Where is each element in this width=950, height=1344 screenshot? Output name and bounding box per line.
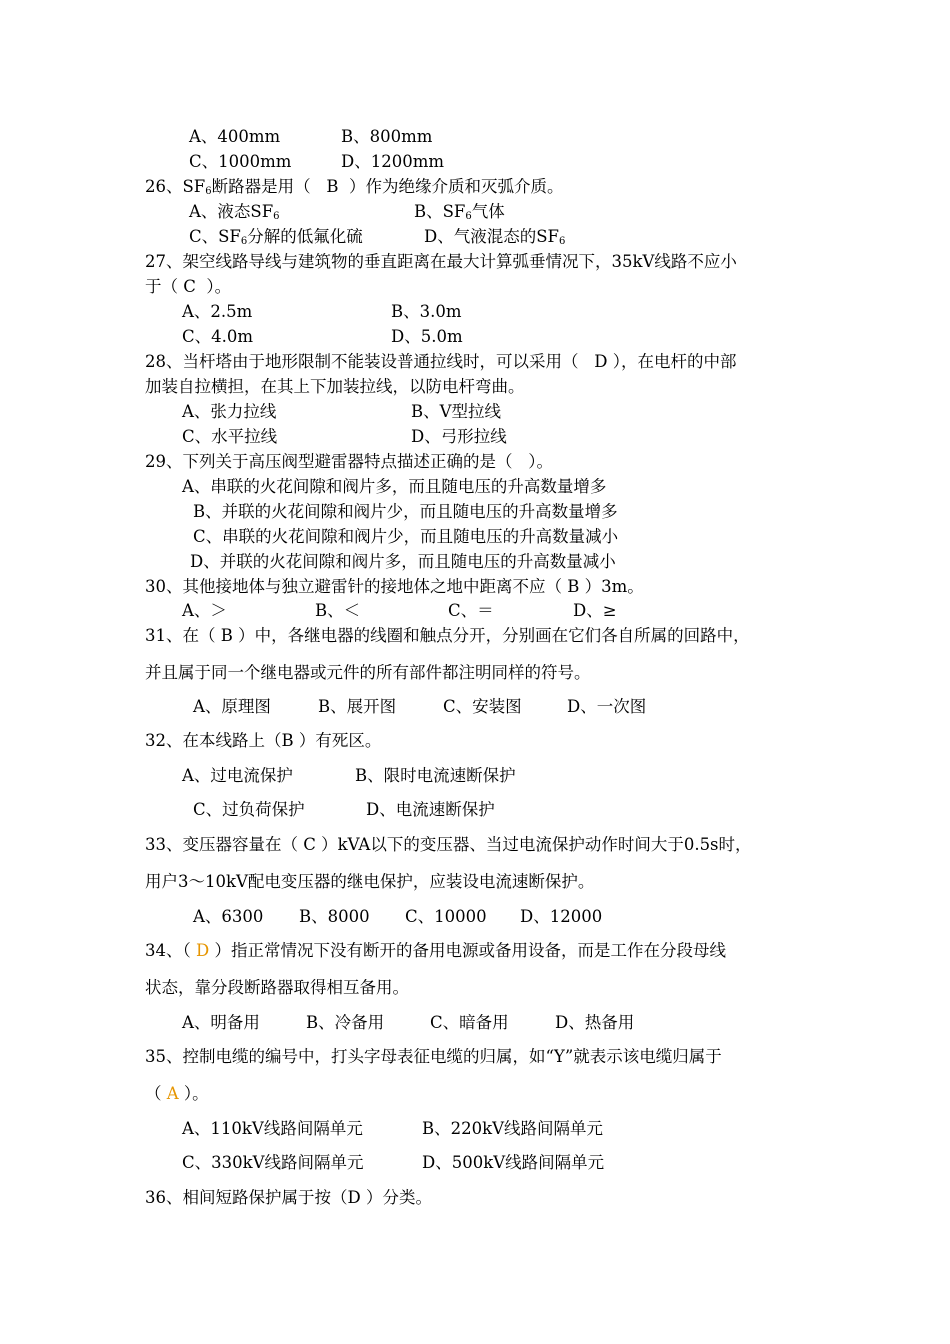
q31-option-c: C、安装图 (443, 697, 522, 716)
q30-option-d: D、≥ (573, 601, 617, 620)
q35-stem-line1: 35、控制电缆的编号中，打头字母表征电缆的归属，如“Y”就表示该电缆归属于 (145, 1047, 722, 1066)
q28-option-d: D、弓形拉线 (411, 427, 507, 446)
q32-option-b: B、限时电流速断保护 (355, 766, 516, 785)
q25-option-a: A、400mm (189, 127, 281, 146)
q32-option-c: C、过负荷保护 (193, 800, 305, 819)
q31-option-b: B、展开图 (318, 697, 397, 716)
q34-option-b: B、冷备用 (306, 1013, 385, 1032)
q26-option-c: C、$SF_6$分解的低氟化硫 (189, 227, 363, 247)
q25-option-d: D、1200mm (341, 152, 445, 171)
q26-option-d: D、气液混态的$SF_6$ (424, 227, 566, 247)
q35-option-d: D、500kV线路间隔单元 (422, 1153, 605, 1172)
q29-option-a: A、串联的火花间隙和阀片多，而且随电压的升高数量增多 (182, 477, 607, 496)
q33-stem-line1: 33、变压器容量在（ C ）kVA以下的变压器、当过电流保护动作时间大于0.5s时， (145, 835, 752, 854)
q27-stem-line2: 于（ C ）。 (145, 277, 232, 296)
q28-option-b: B、V型拉线 (411, 402, 502, 421)
q29-option-c: C、串联的火花间隙和阀片少，而且随电压的升高数量减小 (193, 527, 619, 546)
q33-option-b: B、8000 (299, 907, 370, 926)
q35-option-a: A、110kV线路间隔单元 (182, 1119, 363, 1138)
q34-option-c: C、暗备用 (430, 1013, 509, 1032)
q29-stem: 29、下列关于高压阀型避雷器特点描述正确的是（ ）。 (145, 452, 553, 471)
q27-option-a: A、2.5m (182, 302, 253, 321)
q30-option-b: B、＜ (315, 601, 361, 620)
q32-option-a: A、过电流保护 (182, 766, 293, 785)
q31-option-a: A、原理图 (193, 697, 271, 716)
q27-option-c: C、4.0m (182, 327, 254, 346)
q36-stem: 36、相间短路保护属于按（D ）分类。 (145, 1188, 432, 1207)
q32-option-d: D、电流速断保护 (366, 800, 495, 819)
q30-option-c: C、＝ (448, 601, 494, 620)
q28-stem-line2: 加装自拉横担，在其上下加装拉线，以防电杆弯曲。 (145, 377, 525, 396)
q28-stem-line1: 28、当杆塔由于地形限制不能装设普通拉线时，可以采用（ D ），在电杆的中部 (145, 352, 737, 371)
q31-stem-line1: 31、在（ B ）中，各继电器的线圈和触点分开，分别画在它们各自所属的回路中， (145, 626, 750, 645)
q35-option-b: B、220kV线路间隔单元 (422, 1119, 604, 1138)
q29-option-d: D、并联的火花间隙和阀片多，而且随电压的升高数量减小 (190, 552, 616, 571)
q31-option-d: D、一次图 (567, 697, 647, 716)
q33-option-a: A、6300 (193, 907, 264, 926)
q31-stem-line2: 并且属于同一个继电器或元件的所有部件都注明同样的符号。 (145, 663, 591, 682)
q34-answer: D (196, 941, 210, 960)
q32-stem: 32、在本线路上（B ）有死区。 (145, 731, 382, 750)
q34-option-a: A、明备用 (182, 1013, 260, 1032)
q30-stem: 30、其他接地体与独立避雷针的接地体之地中距离不应（ B ）3m。 (145, 577, 644, 596)
q34-stem-line1: 34、（ D ）指正常情况下没有断开的备用电源或备用设备，而是工作在分段母线 (145, 941, 726, 960)
q35-stem-line2: （ A ）。 (145, 1084, 209, 1103)
q26-stem: 26、$SF_6$断路器是用（ B ）作为绝缘介质和灭弧介质。 (145, 177, 564, 197)
q25-option-b: B、800mm (341, 127, 433, 146)
q35-answer: A (166, 1084, 179, 1103)
q28-option-a: A、张力拉线 (182, 402, 277, 421)
q27-stem-line1: 27、架空线路导线与建筑物的垂直距离在最大计算弧垂情况下，35kV线路不应小 (145, 252, 737, 271)
q33-stem-line2: 用户3～10kV配电变压器的继电保护，应装设电流速断保护。 (145, 872, 595, 891)
q33-option-d: D、12000 (520, 907, 603, 926)
q27-option-d: D、5.0m (391, 327, 463, 346)
q28-option-c: C、水平拉线 (182, 427, 278, 446)
q30-option-a: A、＞ (182, 601, 227, 620)
q34-stem-line2: 状态，靠分段断路器取得相互备用。 (145, 978, 409, 997)
q27-option-b: B、3.0m (391, 302, 462, 321)
q35-option-c: C、330kV线路间隔单元 (182, 1153, 364, 1172)
q25-option-c: C、1000mm (189, 152, 292, 171)
q34-option-d: D、热备用 (555, 1013, 635, 1032)
q26-option-b: B、$SF_6$气体 (414, 202, 505, 222)
q33-option-c: C、10000 (405, 907, 487, 926)
q29-option-b: B、并联的火花间隙和阀片少，而且随电压的升高数量增多 (193, 502, 618, 521)
q26-option-a: A、液态$SF_6$ (189, 202, 280, 222)
